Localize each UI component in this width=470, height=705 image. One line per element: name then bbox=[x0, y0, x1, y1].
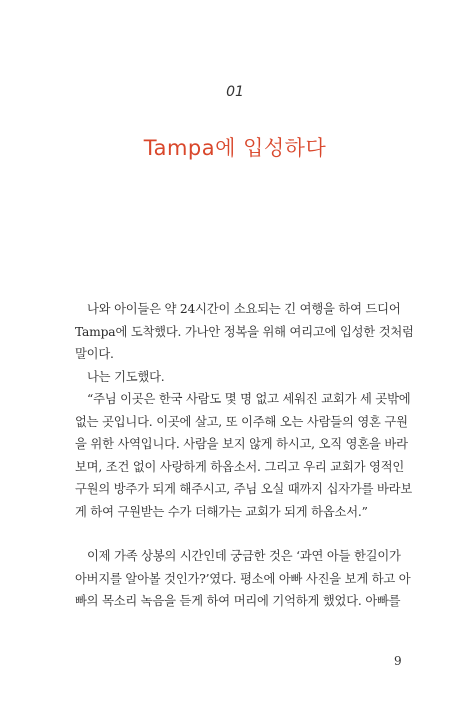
text-line: 게 하여 구원받는 수가 더해가는 교회가 되게 하옵소서.” bbox=[75, 504, 368, 519]
text-line: 이제 가족 상봉의 시간인데 궁금한 것은 ‘과연 아들 한길이가 bbox=[87, 549, 401, 563]
chapter-number: 01 bbox=[226, 84, 244, 100]
paragraph bbox=[75, 545, 411, 613]
body-text bbox=[75, 298, 414, 613]
chapter-title: Tampa에 입성하다 bbox=[143, 136, 327, 160]
text-line: “주님 이곳은 한국 사람도 몇 명 없고 세워진 교회가 세 곳밖에 bbox=[87, 392, 411, 406]
text-line: 말이다. bbox=[75, 347, 114, 361]
text-line: 나는 기도했다. bbox=[87, 369, 165, 384]
text-line: Tampa에 도착했다. 가나안 정복을 위해 여리고에 입성한 것처럼 bbox=[75, 324, 414, 339]
text-line: 나와 아이들은 약 24시간이 소요되는 긴 여행을 하여 드디어 bbox=[87, 302, 401, 316]
paragraph bbox=[75, 298, 414, 366]
text-line: 아버지를 알아볼 것인가?’였다. 평소에 아빠 사진을 보게 하고 아 bbox=[75, 571, 411, 586]
paragraph bbox=[75, 388, 413, 523]
text-line: 없는 곳입니다. 이곳에 살고, 또 이주해 오는 사람들의 영혼 구원 bbox=[75, 414, 408, 429]
text-line: 을 위한 사역입니다. 사람을 보지 않게 하시고, 오직 영혼을 바라 bbox=[75, 437, 408, 451]
paragraph bbox=[75, 366, 405, 389]
text-line: 빠의 목소리 녹음을 듣게 하여 머리에 기억하게 했었다. 아빠를 bbox=[75, 594, 401, 608]
page-number: 9 bbox=[394, 654, 402, 668]
text-line: 구원의 방주가 되게 해주시고, 주님 오실 때까지 십자가를 바라보 bbox=[75, 482, 413, 496]
text-line: 보며, 조건 없이 사랑하게 하옵소서. 그리고 우리 교회가 영적인 bbox=[75, 459, 405, 474]
